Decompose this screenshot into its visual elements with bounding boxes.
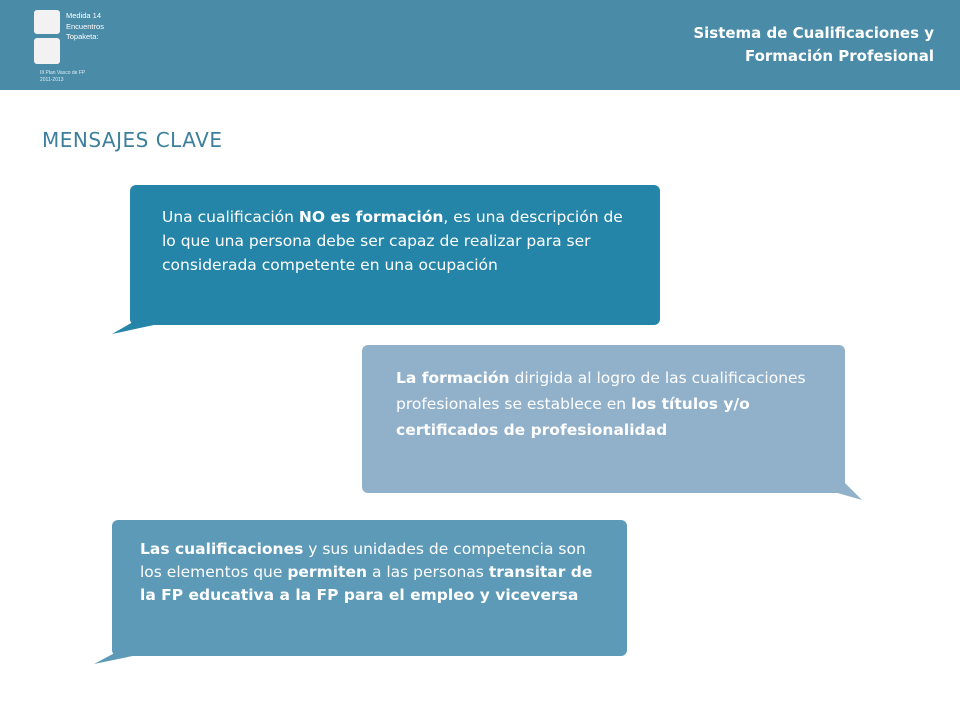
header-title-line: Formación Profesional — [744, 47, 934, 65]
message-bubble-3 — [112, 520, 627, 656]
emphasis-text: los títulos y/o certificados de profesionalidad — [396, 395, 750, 439]
message-text — [140, 538, 610, 607]
logo-subtext: III Plan Vasco de FP — [40, 70, 86, 76]
body-text: Una cualificación — [162, 208, 299, 226]
body-text: a las personas — [367, 563, 489, 581]
logo-text: Medida 14 — [66, 11, 102, 20]
body-text: , es una descripción de lo que una persona debe ser capaz de realizar para ser considerada competente en una ocupación — [162, 208, 623, 274]
message-text — [396, 365, 826, 443]
emphasis-text: transitar de la FP educativa a la FP para el empleo y viceversa — [140, 563, 593, 604]
emphasis-text: permiten — [287, 563, 368, 581]
body-text: y sus unidades de competencia son los elementos que — [140, 540, 586, 581]
logo-text: Encuentros — [66, 22, 104, 31]
logo-text: Topaketa: — [66, 32, 99, 41]
message-bubble-2 — [362, 345, 845, 493]
logo-subtext: 2011-2013 — [40, 77, 64, 83]
message-text — [162, 205, 632, 277]
header-title-line: Sistema de Cualificaciones y — [693, 24, 934, 42]
message-bubble-1 — [130, 185, 660, 325]
section-title: MENSAJES CLAVE — [42, 128, 223, 152]
emphasis-text: La formación — [396, 369, 510, 387]
emphasis-text: NO es formación — [298, 208, 444, 226]
emphasis-text: Las cualificaciones — [140, 540, 304, 558]
body-text: dirigida al logro de las cualificaciones profesionales se establece en — [396, 369, 806, 413]
